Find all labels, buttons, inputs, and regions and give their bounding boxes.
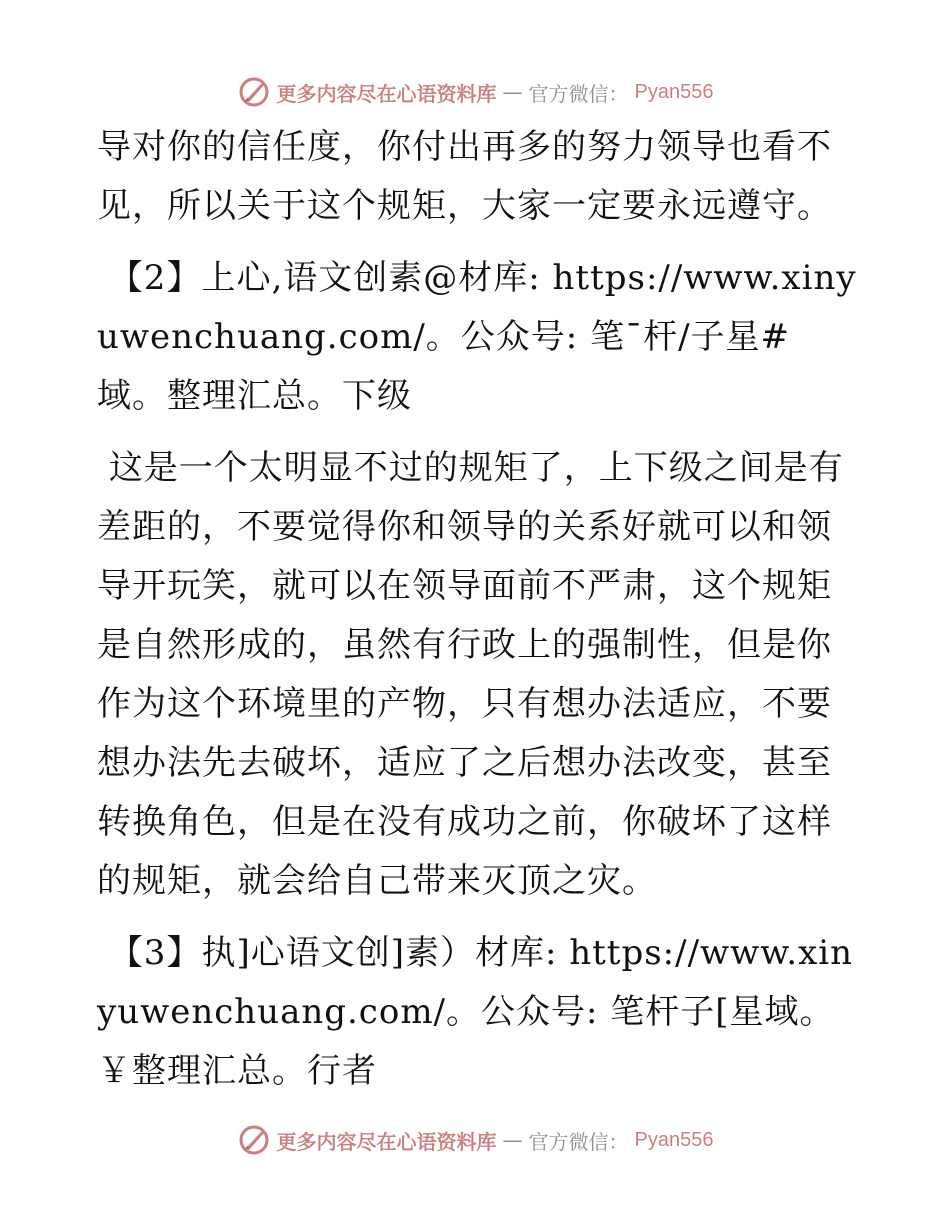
footer-banner-content	[237, 1123, 714, 1157]
footer-banner	[0, 1120, 950, 1160]
banner-separator: —	[502, 1128, 523, 1152]
wechat-label: 官方微信：	[528, 1129, 629, 1154]
quill-pen-icon	[237, 75, 271, 109]
header-banner-content	[237, 75, 714, 109]
paragraph-3: 这是一个太明显不过的规矩了，上下级之间是有差距的，不要觉得你和领导的关系好就可以和领导开玩笑，就可以在领导面前不严肃，这个规矩是自然形成的，虽然有行政上的强制性，但是你作为这个环境里的产物，只有想办法适应，不要想办法先去破坏，适应了之后想办法改变，甚至转换角色，但是在没有成功之前，你破坏了这样的规矩，就会给自己带来灭顶之灾。	[97, 448, 844, 901]
wechat-label: 官方微信：	[528, 81, 629, 106]
header-banner	[0, 72, 950, 112]
library-slogan: 更多内容尽在心语资料库	[276, 81, 497, 106]
banner-separator: —	[502, 80, 523, 104]
document-body	[97, 118, 857, 1101]
paragraph-4: 【3】执]心语文创]素）材库: https://www.xinyuwenchuang.com/。公众号: 笔杆子[星域。￥整理汇总。行者	[97, 933, 854, 1091]
library-slogan: 更多内容尽在心语资料库	[276, 1129, 497, 1154]
paragraph-1: 导对你的信任度，你付出再多的努力领导也看不见，所以关于这个规矩，大家一定要永远遵守。	[97, 127, 832, 226]
wechat-id: Pyan556	[634, 1128, 714, 1151]
paragraph-2: 【2】上心,语文创素@材库: https://www.xinyuwenchuang.com/。公众号: 笔¯杆/子星#域。整理汇总。下级	[97, 258, 857, 416]
wechat-id: Pyan556	[634, 80, 714, 103]
quill-pen-icon	[237, 1123, 271, 1157]
